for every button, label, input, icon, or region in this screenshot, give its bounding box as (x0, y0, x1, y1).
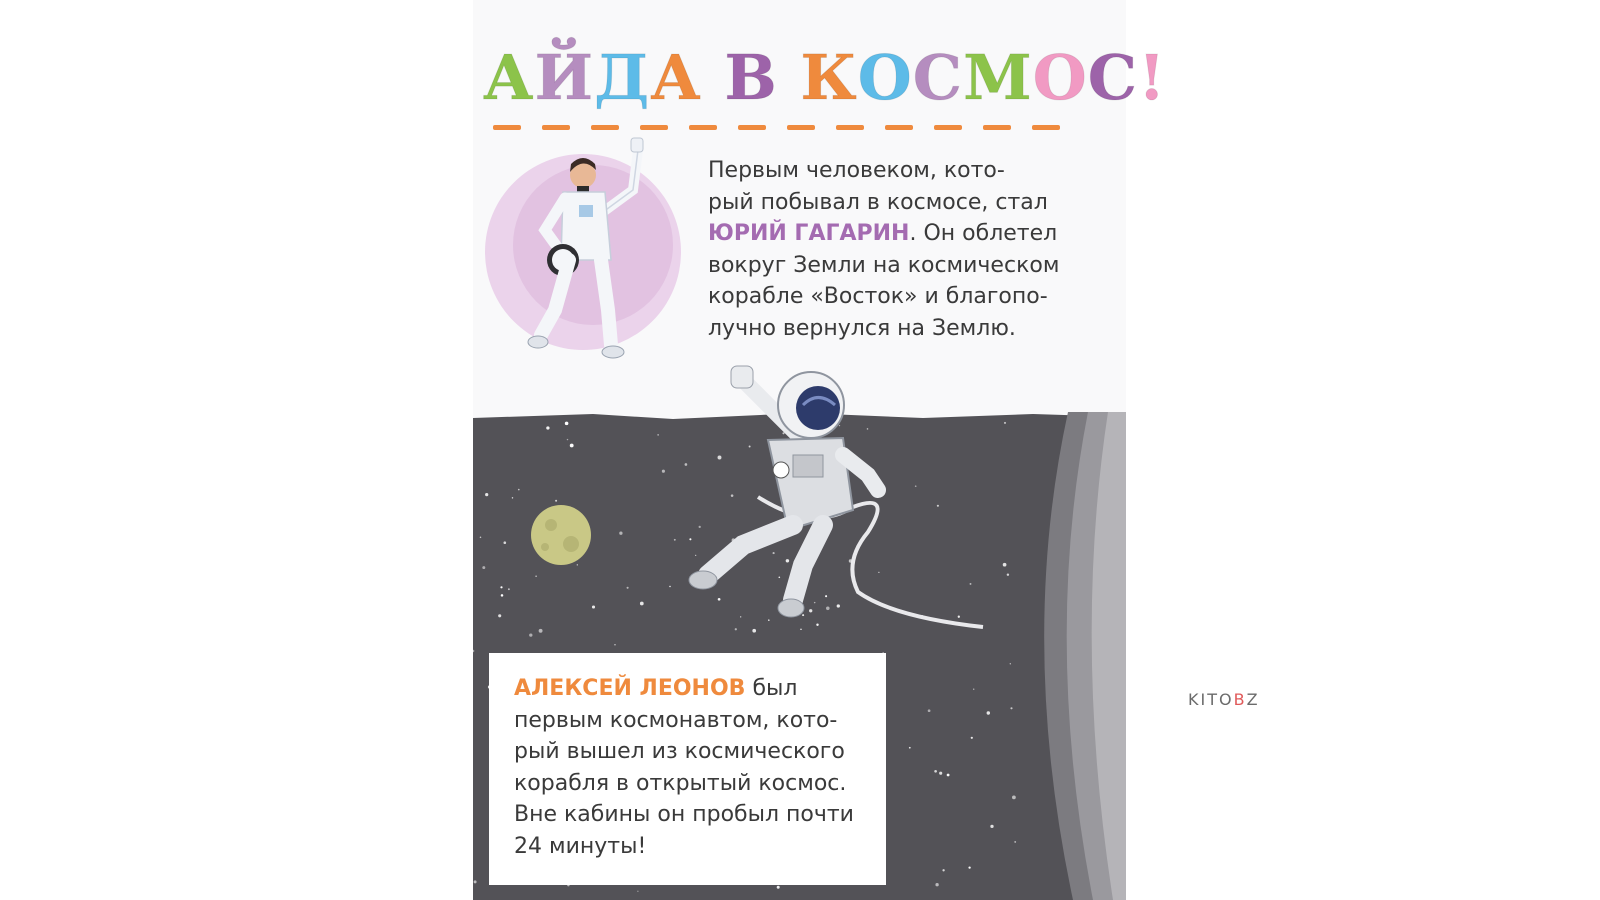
moon-icon (531, 505, 591, 565)
leonov-text-line-6: 24 минуты! (514, 833, 647, 859)
watermark-prefix: KITO (1188, 690, 1234, 709)
title-letter: С (912, 41, 964, 114)
gagarin-text-after-name: . Он облетел (909, 221, 1058, 246)
leonov-text-line-3: рый вышел из космического (514, 739, 845, 764)
title-letter: О (1032, 41, 1088, 114)
watermark-mid: B (1233, 690, 1247, 709)
title-letter (778, 38, 801, 118)
gagarin-text-line-6: лучно вернулся на Землю. (708, 315, 1016, 341)
gagarin-name-highlight: ЮРИЙ ГАГАРИН (708, 221, 910, 246)
watermark-suffix: Z (1246, 690, 1260, 709)
title-letter: А (650, 41, 702, 114)
leonov-text-line-2: первым космонавтом, кото- (514, 707, 838, 733)
astronaut-gagarin-illustration (483, 120, 688, 380)
title-letter: О (857, 41, 913, 114)
title-letter: М (963, 41, 1033, 114)
leonov-text-line-5: Вне кабины он пробыл почти (514, 802, 854, 827)
title-letter: К (800, 41, 858, 114)
gagarin-text-start: Первым человеком, кото- рый побывал в космосе, стал (708, 158, 1048, 215)
gagarin-text-line-4: вокруг Земли на космическом (708, 252, 1060, 278)
title-letter (702, 38, 725, 118)
title-letter: В (724, 41, 778, 114)
kitobz-watermark (1188, 690, 1260, 709)
title-letter: С (1087, 41, 1139, 114)
leonov-text-box (489, 653, 886, 885)
leonov-name-highlight: АЛЕКСЕЙ ЛЕОНОВ (514, 676, 746, 701)
gagarin-paragraph (708, 155, 1108, 344)
astronaut-leonov-illustration (653, 360, 993, 640)
title-letter: Й (534, 41, 595, 114)
title-letter: Д (594, 41, 651, 114)
title-letter: ! (1138, 41, 1167, 114)
gagarin-text-line-5: корабле «Восток» и благопо- (708, 284, 1048, 309)
page-title (483, 38, 1167, 118)
book-page (473, 0, 1167, 900)
leonov-paragraph (514, 673, 866, 862)
title-letter: А (483, 41, 535, 114)
leonov-text-line-4: корабля в открытый космос. (514, 770, 847, 796)
leonov-text-first-line: был (745, 676, 798, 701)
